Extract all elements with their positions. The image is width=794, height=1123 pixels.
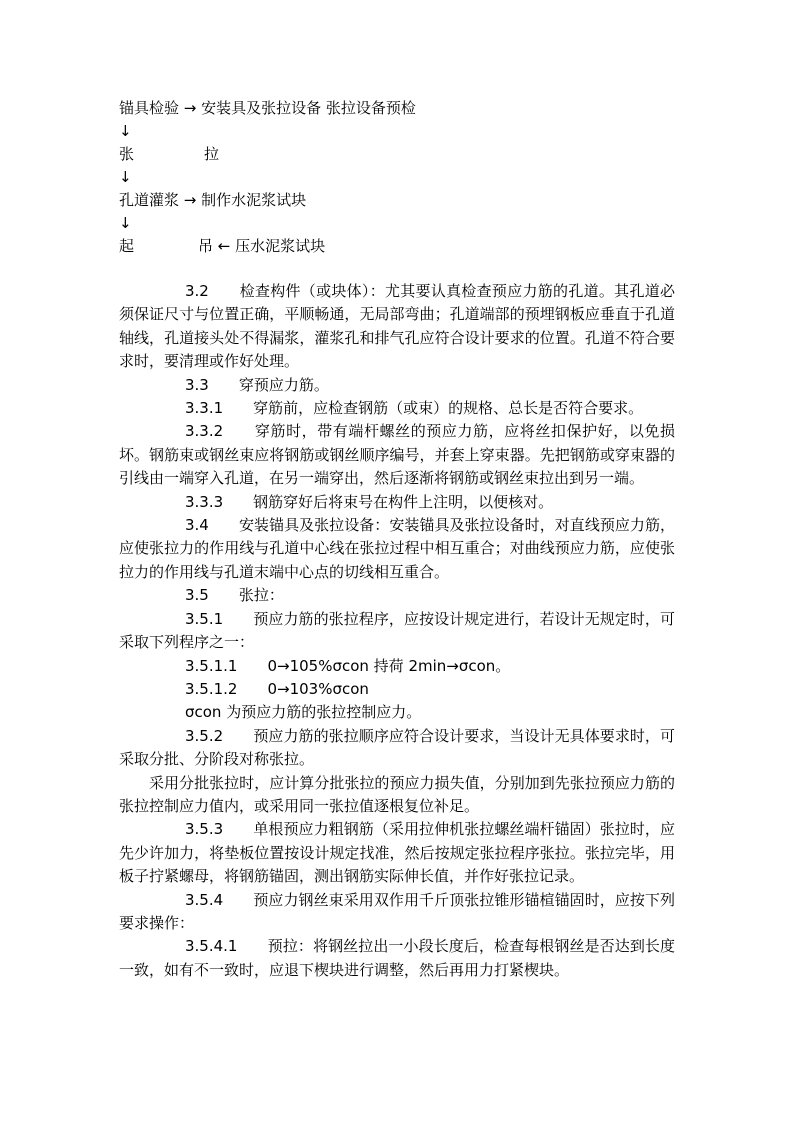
paragraph-3-5-3: 3.5.3 单根预应力粗钢筋（采用拉伸机张拉螺丝端杆锚固）张拉时，应先少许加力，将垫板位置按设计规定找准，然后按规定张拉程序张拉。张拉完毕，用板子拧紧螺母，将钢筋锚固，测出钢筋实际伸长值，并作好张拉记录。 xyxy=(119,820,675,886)
document-body xyxy=(119,280,675,982)
paragraph-3-5-1-1: 3.5.1.1 0→105%σcon 持荷 2min→σcon。 xyxy=(185,656,511,675)
paragraph-batch-note: 采用分批张拉时，应计算分批张拉的预应力损失值，分别加到先张拉预应力筋的张拉控制应力值内，或采用同一张拉值逐根复位补足。 xyxy=(119,773,675,815)
paragraph-3-3: 3.3 穿预应力筋。 xyxy=(185,375,329,394)
flow-row-4-second: 吊 ← 压水泥浆试块 xyxy=(198,237,326,255)
paragraph-3-5-2: 3.5.2 预应力筋的张拉顺序应符合设计要求，当设计无具体要求时，可采取分批、分阶段对称张拉。 xyxy=(119,726,675,769)
flow-row-1: 锚具检验 → 安装具及张拉设备 张拉设备预检 xyxy=(119,99,416,117)
paragraph-3-5-4: 3.5.4 预应力钢丝束采用双作用千斤顶张拉锥形锚楦锚固时，应按下列要求操作： xyxy=(119,890,675,932)
flow-down-arrow-3: ↓ xyxy=(119,214,132,232)
paragraph-3-5-1-2: 3.5.1.2 0→103%σcon xyxy=(185,679,369,698)
flow-row-3: 孔道灌浆 → 制作水泥浆试块 xyxy=(119,191,307,209)
paragraph-3-3-2: 3.3.2 穿筋时，带有端杆螺丝的预应力筋，应将丝扣保护好，以免损坏。钢筋束或钢丝束应将钢筋或钢丝顺序编号，并套上穿束器。先把钢筋或穿束器的引线由一端穿入孔道，在另一端穿出，然后逐渐将钢筋或钢丝束拉出到另一端。 xyxy=(119,422,675,488)
paragraph-3-5-1: 3.5.1 预应力筋的张拉程序，应按设计规定进行，若设计无规定时，可采取下列程序之一： xyxy=(119,609,675,652)
paragraph-sigma-note: σcon 为预应力筋的张拉控制应力。 xyxy=(185,703,422,722)
flow-row-4-first: 起 xyxy=(119,237,135,255)
paragraph-3-5-4-1: 3.5.4.1 预拉：将钢丝拉出一小段长度后，检查每根钢丝是否达到长度一致，如有不一致时，应退下楔块进行调整，然后再用力打紧楔块。 xyxy=(119,937,675,979)
flow-down-arrow-1: ↓ xyxy=(119,122,132,140)
paragraph-3-3-3: 3.3.3 钢筋穿好后将束号在构件上注明，以便核对。 xyxy=(185,492,554,511)
process-flowchart xyxy=(119,96,679,258)
flow-row-2 xyxy=(119,142,679,166)
flow-row-2-first: 张 xyxy=(119,145,135,163)
flow-row-4 xyxy=(119,234,679,258)
paragraph-3-2: 3.2 检查构件（或块体）：尤其要认真检查预应力筋的孔道。其孔道必须保证尺寸与位置正确，平顺畅通，无局部弯曲；孔道端部的预埋钢板应垂直于孔道轴线，孔道接头处不得漏浆，灌浆孔和排气孔应符合设计要求的位置。孔道不符合要求时，要清理或作好处理。 xyxy=(119,282,675,371)
paragraph-3-4: 3.4 安装锚具及张拉设备：安装锚具及张拉设备时，对直线预应力筋，应使张拉力的作用线与孔道中心线在张拉过程中相互重合；对曲线预应力筋，应使张拉力的作用线与孔道末端中心点的切线相互重合。 xyxy=(119,516,675,581)
paragraph-3-3-1: 3.3.1 穿筋前，应检查钢筋（或束）的规格、总长是否符合要求。 xyxy=(185,399,644,418)
flow-down-arrow-2: ↓ xyxy=(119,168,132,186)
flow-row-2-second: 拉 xyxy=(204,145,220,163)
paragraph-3-5: 3.5 张拉： xyxy=(185,586,284,605)
